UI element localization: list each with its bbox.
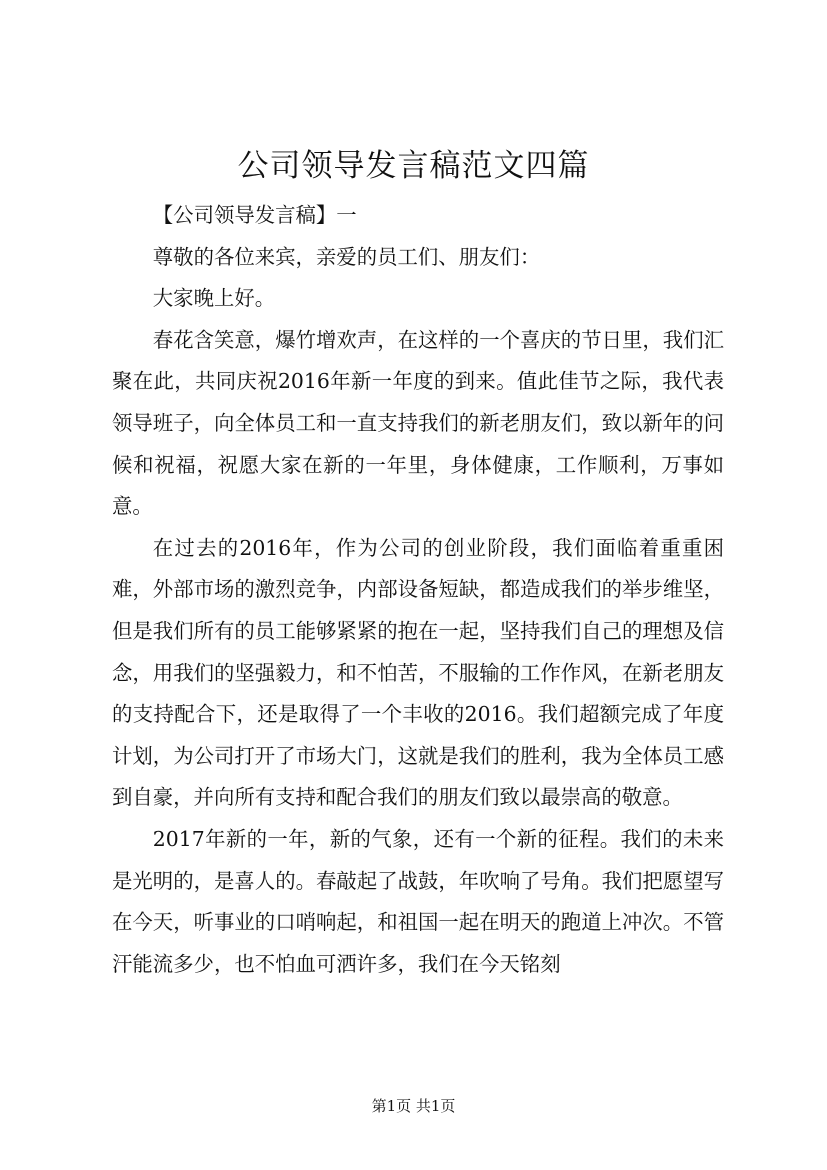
paragraph-salutation: 尊敬的各位来宾，亲爱的员工们、朋友们：	[152, 244, 541, 269]
page-footer: 第1页 共1页	[371, 1097, 456, 1115]
paragraph-outlook-2017: 2017年新的一年，新的气象，还有一个新的征程。我们的未来是光明的，是喜人的。春敲起了战鼓，年吹响了号角。我们把愿望写在今天，听事业的口哨响起，和祖国一起在明天的跑道上冲次。不管汗能流多少，也不怕血可洒许多，我们在今天铭刻	[112, 826, 724, 976]
paragraph-review-2016: 在过去的2016年，作为公司的创业阶段，我们面临着重重困难，外部市场的激烈竞争，内部设备短缺，都造成我们的举步维坚，但是我们所有的员工能够紧紧的抱在一起，坚持我们自己的理想及信念，用我们的坚强毅力，和不怕苦，不服输的工作作风，在新老朋友的支持配合下，还是取得了一个丰收的2016。我们超额完成了年度计划，为公司打开了市场大门，这就是我们的胜利，我为全体员工感到自豪，并向所有支持和配合我们的朋友们致以最崇高的敬意。	[112, 535, 724, 810]
paragraph-greeting: 大家晚上好。	[152, 286, 276, 311]
paragraph-new-year-wishes: 春花含笑意，爆竹增欢声，在这样的一个喜庆的节日里，我们汇聚在此，共同庆祝2016年新一年度的到来。值此佳节之际，我代表领导班子，向全体员工和一直支持我们的新老朋友们，致以新年的问候和祝福，祝愿大家在新的一年里，身体健康，工作顺利，万事如意。	[112, 327, 724, 519]
document-body	[112, 195, 724, 985]
document-title: 公司领导发言稿范文四篇	[237, 148, 590, 184]
paragraph-heading: 【公司领导发言稿】一	[152, 203, 357, 227]
